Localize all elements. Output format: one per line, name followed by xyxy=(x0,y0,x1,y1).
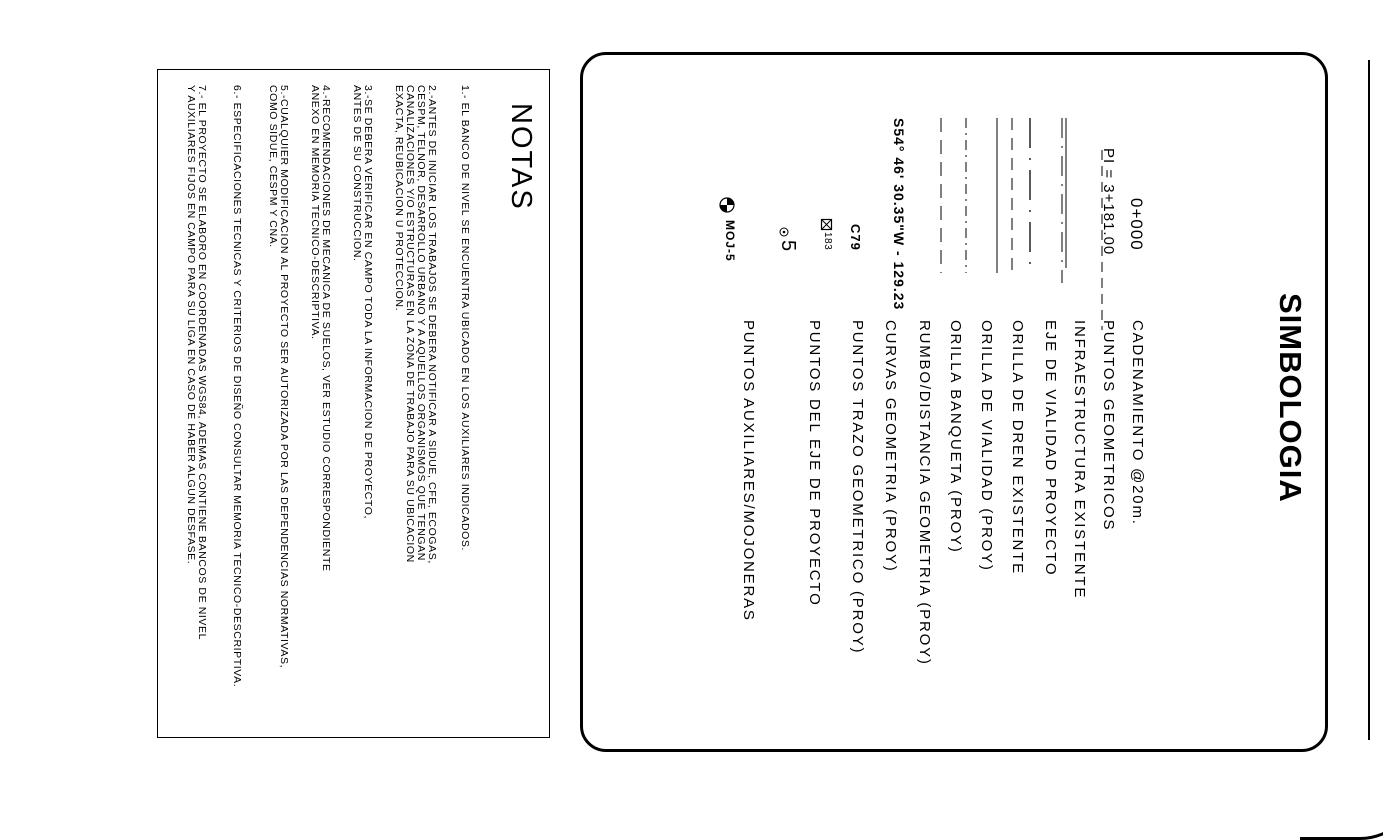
note-4-line-2: ANEXO EN MEMORIA TECNICO-DESCRIPTIVA. xyxy=(309,85,321,340)
note-2-line-3: CANALIZACIONES Y/O ESTRUCTURAS EN LA ZONA DE TRABAJO PARA SU UBICACION xyxy=(404,85,416,563)
note-3-line-1: 3.-SE DEBERA VERIFICAR EN CAMPO TODA LA INFORMACION DE PROYECTO, xyxy=(362,85,374,519)
line-symbols-3 xyxy=(935,118,1015,278)
label-puntos-auxiliares: PUNTOS AUXILIARES/MOJONERAS xyxy=(740,320,757,622)
label-cadenamiento: CADENAMIENTO @20m. xyxy=(1129,320,1146,526)
eje-symbol-text: 5 xyxy=(777,240,799,253)
note-4-line-1: 4.-RECOMENDACIONES DE MECANICA DE SUELOS, VER ESTUDIO CORRESPONDIENTE xyxy=(320,85,332,572)
label-infraestructura-existente: INFRAESTRUCTURA EXISTENTE xyxy=(1071,320,1088,600)
line-symbol-infra xyxy=(1056,118,1086,288)
note-7-line-2: Y AUXILIARES FIJOS EN CAMPO PARA SU LIGA EN CASO DE HABER ALGUN DESFASE. xyxy=(185,85,197,565)
label-orilla-vialidad: ORILLA DE VIALIDAD (PROY) xyxy=(978,320,995,572)
title-block-border xyxy=(1368,60,1370,740)
mojonera-icon xyxy=(718,196,736,214)
note-2-line-2: CESPM, TELNOR, DESARROLLO URBANO Y A AQUELLOS ORGANISMOS QUE TENGAN xyxy=(415,85,427,561)
note-5-line-1: 5.-CUALQUIER MODIFICACION AL PROYECTO SER AUTORIZADA POR LAS DEPENDENCIAS NORMATIVAS, xyxy=(278,85,290,669)
note-2-line-4: EXACTA, REUBICACION U PROTECCION. xyxy=(393,85,405,312)
note-1-line-1: 1.- EL BANCO DE NIVEL SE ENCUENTRA UBICADO EN LOS AUXILIARES INDICADOS. xyxy=(459,85,471,552)
bearing-symbol-text: S54° 46' 30.35"W - 129.23 xyxy=(891,118,907,311)
trazo-point-icon xyxy=(820,218,834,232)
note-7-line-1: 7.- EL PROYECTO SE ELABORO EN COORDENADAS WGS84, ADEMAS CONTIENE BANCOS DE NIVEL xyxy=(196,85,208,641)
label-curvas-geometria: CURVAS GEOMETRIA (PROY) xyxy=(882,320,899,573)
chainage-symbol-text: 0+000 xyxy=(1127,198,1146,251)
note-5-line-2: COMO SIDUE, CESPM Y CNA. xyxy=(267,85,279,248)
label-eje-vialidad: EJE DE VIALIDAD PROYECTO xyxy=(1042,320,1059,577)
label-orilla-dren: ORILLA DE DREN EXISTENTE xyxy=(1009,320,1026,575)
simbologia-title: SIMBOLOGIA xyxy=(1273,293,1308,503)
label-puntos-eje: PUNTOS DEL EJE DE PROYECTO xyxy=(806,320,823,607)
mojonera-symbol-text: MOJ-5 xyxy=(723,220,737,262)
label-rumbo-distancia: RUMBO/DISTANCIA GEOMETRIA (PROY) xyxy=(916,320,933,666)
note-6-line-1: 6.- ESPECIFICACIONES TECNICAS Y CRITERIOS DE DISEÑO CONSULTAR MEMORIA TECNICO-DESCRIPTIVA. xyxy=(231,85,243,688)
label-orilla-banqueta: ORILLA BANQUETA (PROY) xyxy=(947,320,964,554)
pi-symbol-text: PI = 3+181.00 xyxy=(1100,148,1117,256)
notas-title: NOTAS xyxy=(505,103,537,211)
curve-symbol-text: C79 xyxy=(848,224,863,251)
eje-point-icon xyxy=(778,226,790,238)
label-puntos-trazo: PUNTOS TRAZO GEOMETRICO (PROY) xyxy=(849,320,866,655)
trazo-symbol-text: 183 xyxy=(822,232,833,251)
note-2-line-1: 2.-ANTES DE INICIAR LOS TRABAJOS SE DEBERA NOTIFICAR A SIDUE, CFE, ECOGAS, xyxy=(426,85,438,564)
label-puntos-geometricos: PUNTOS GEOMETRICOS xyxy=(1100,320,1117,532)
note-3-line-2: ANTES DE SU CONSTRUCCION. xyxy=(351,85,363,262)
